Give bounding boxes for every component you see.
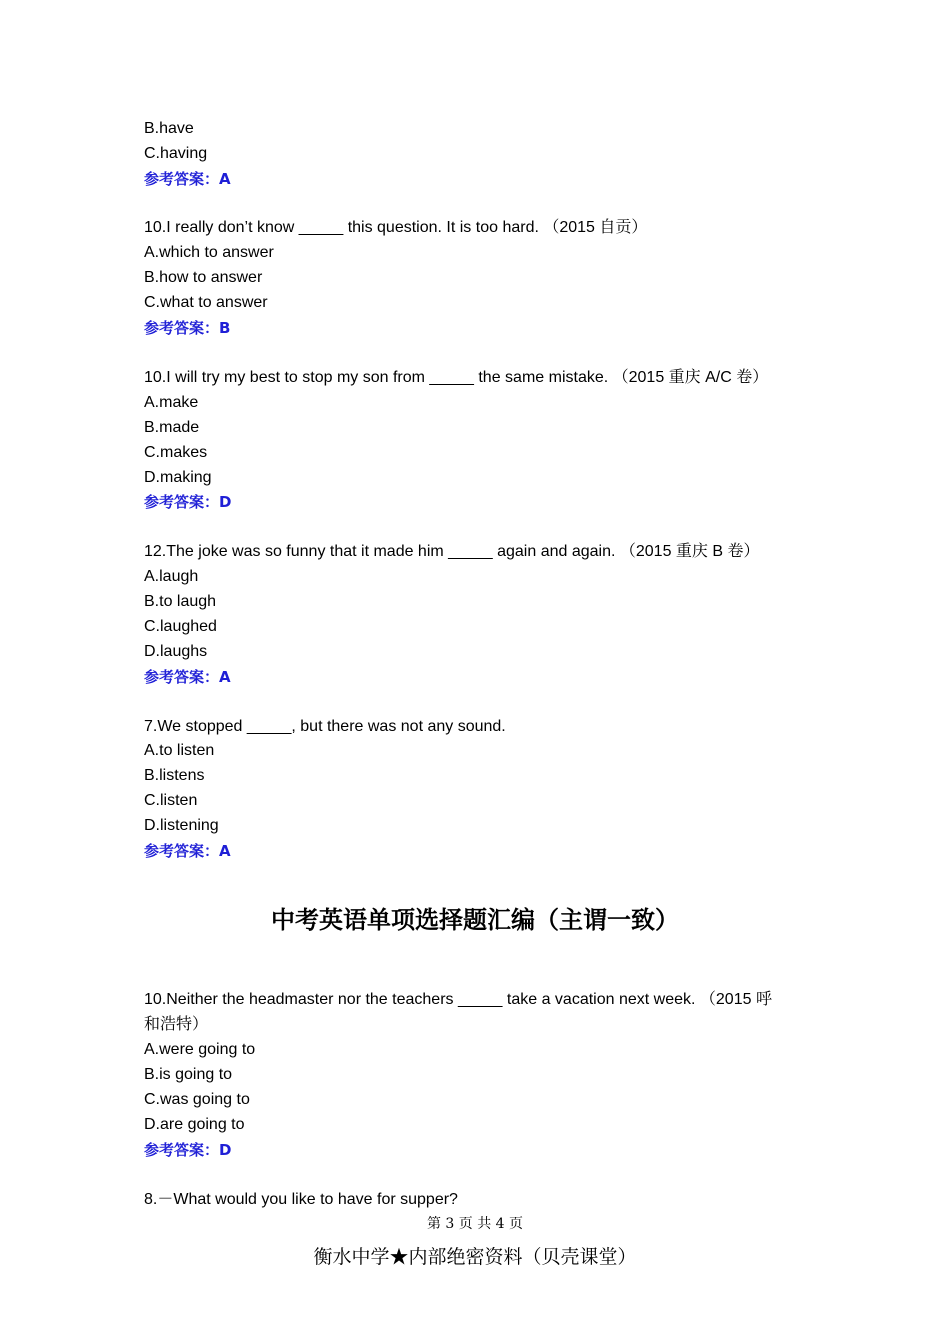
answer-line: 参考答案：D: [144, 493, 232, 511]
option-line: A.were going to: [144, 1041, 256, 1058]
question-line: 10.I will try my best to stop my son from _____ the same mistake. （2015 重庆 A/C 卷）: [144, 369, 769, 386]
option-line: D.making: [144, 469, 212, 486]
option-line: B.to laugh: [144, 593, 217, 610]
footer-school-name: 衡水中学★内部绝密资料（贝壳课堂）: [313, 1246, 637, 1268]
answer-line: 参考答案：A: [144, 668, 231, 686]
option-line: C.listen: [144, 792, 198, 809]
option-line: D.laughs: [144, 643, 208, 660]
question-line: 10.Neither the headmaster nor the teachers _____ take a vacation next week. （2015 呼: [144, 991, 772, 1008]
option-line: D.are going to: [144, 1116, 245, 1133]
option-line: B.made: [144, 419, 200, 436]
option-line: A.laugh: [144, 568, 199, 585]
page-number: 第 3 页 共 4 页: [426, 1216, 524, 1232]
answer-line: 参考答案：D: [144, 1141, 232, 1159]
option-line: C.having: [144, 145, 208, 162]
option-line: C.what to answer: [144, 294, 268, 311]
question-line: 8.－What would you like to have for supper?: [144, 1191, 458, 1208]
option-line: A.which to answer: [144, 244, 274, 261]
question-line-continuation: 和浩特）: [144, 1016, 209, 1033]
option-line: A.to listen: [144, 742, 215, 759]
option-line: B.how to answer: [144, 269, 263, 286]
option-line: C.was going to: [144, 1091, 250, 1108]
option-line: B.is going to: [144, 1066, 233, 1083]
option-line: C.makes: [144, 444, 208, 461]
option-line: B.listens: [144, 767, 205, 784]
option-line: C.laughed: [144, 618, 217, 635]
option-line: D.listening: [144, 817, 219, 834]
question-line: 10.I really don’t know _____ this question. It is too hard. （2015 自贡）: [144, 219, 648, 236]
answer-line: 参考答案：A: [144, 842, 231, 860]
answer-line: 参考答案：A: [144, 170, 231, 188]
question-line: 7.We stopped _____, but there was not any sound.: [144, 718, 506, 735]
answer-line: 参考答案：B: [144, 319, 231, 337]
question-line: 12.The joke was so funny that it made him _____ again and again. （2015 重庆 B 卷）: [144, 543, 760, 560]
section-title: 中考英语单项选择题汇编（主谓一致）: [271, 906, 679, 934]
option-line: A.make: [144, 394, 199, 411]
option-line: B.have: [144, 120, 194, 137]
